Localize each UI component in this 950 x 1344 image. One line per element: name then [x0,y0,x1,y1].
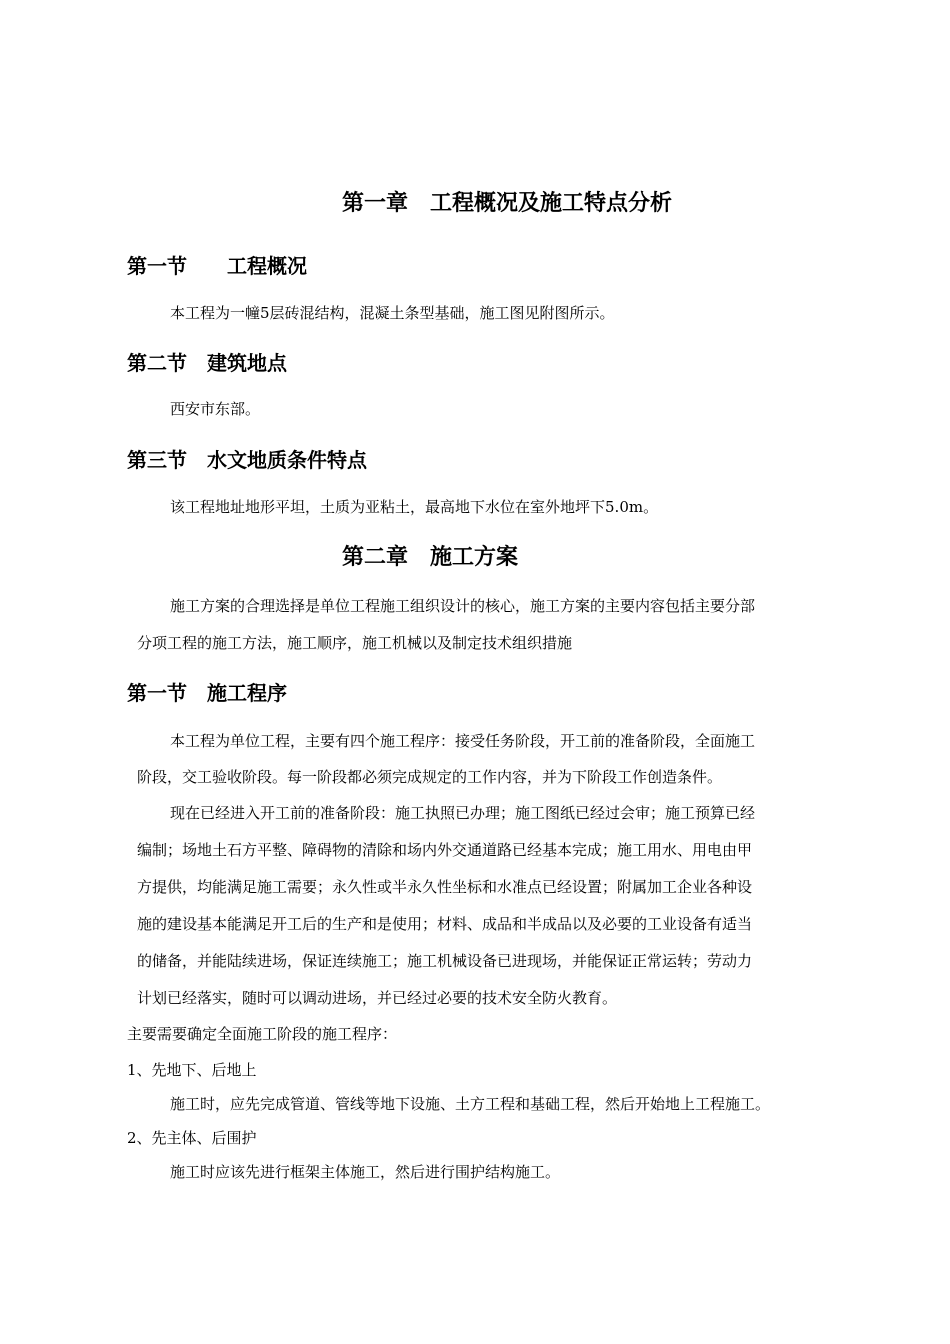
chapter-2-title: 第二章 施工方案 [342,545,519,570]
chapter-2-section-1-title: 第一节 施工程序 [127,681,287,705]
section-1-title: 第一节 工程概况 [127,254,307,278]
section-2-text: 西安市东部。 [170,400,261,418]
procedure-item-1-text: 施工时，应先完成管道、管线等地下设施、土方工程和基础工程，然后开始地上工程施工。 [170,1095,771,1113]
procedure-item-1-heading: 1、先地下、后地上 [127,1061,257,1079]
section-2-title: 第二节 建筑地点 [127,351,287,375]
procedure-para-1-line-2: 阶段，交工验收阶段。每一阶段都必须完成规定的工作内容，并为下阶段工作创造条件。 [137,768,723,786]
procedure-item-2-text: 施工时应该先进行框架主体施工，然后进行围护结构施工。 [170,1163,561,1181]
procedure-para-1-line-1: 本工程为单位工程，主要有四个施工程序：接受任务阶段，开工前的准备阶段，全面施工 [170,732,756,750]
section-3-title: 第三节 水文地质条件特点 [127,448,367,472]
section-3-text: 该工程地址地形平坦，土质为亚粘土，最高地下水位在室外地坪下5.0m。 [170,498,659,516]
chapter-2-intro-line-2: 分项工程的施工方法，施工顺序，施工机械以及制定技术组织措施 [137,634,573,652]
procedure-item-2-heading: 2、先主体、后围护 [127,1129,257,1147]
procedure-para-2-line-2: 编制；场地土石方平整、障碍物的清除和场内外交通道路已经基本完成；施工用水、用电由甲 [137,841,753,859]
chapter-2-intro-line-1: 施工方案的合理选择是单位工程施工组织设计的核心，施工方案的主要内容包括主要分部 [170,597,756,615]
procedure-lead: 主要需要确定全面施工阶段的施工程序： [127,1025,398,1043]
procedure-para-2-line-1: 现在已经进入开工前的准备阶段：施工执照已办理；施工图纸已经过会审；施工预算已经 [170,804,756,822]
procedure-para-2-line-4: 施的建设基本能满足开工后的生产和是使用；材料、成品和半成品以及必要的工业设备有适当 [137,915,753,933]
section-1-text: 本工程为一幢5层砖混结构，混凝土条型基础，施工图见附图所示。 [170,304,615,322]
procedure-para-2-line-3: 方提供，均能满足施工需要；永久性或半永久性坐标和水准点已经设置；附属加工企业各种设 [137,878,753,896]
procedure-para-2-line-5: 的储备，并能陆续进场，保证连续施工；施工机械设备已进现场，并能保证正常运转；劳动力 [137,952,753,970]
procedure-para-2-line-6: 计划已经落实，随时可以调动进场，并已经过必要的技术安全防火教育。 [137,989,618,1007]
chapter-1-title: 第一章 工程概况及施工特点分析 [342,191,673,216]
